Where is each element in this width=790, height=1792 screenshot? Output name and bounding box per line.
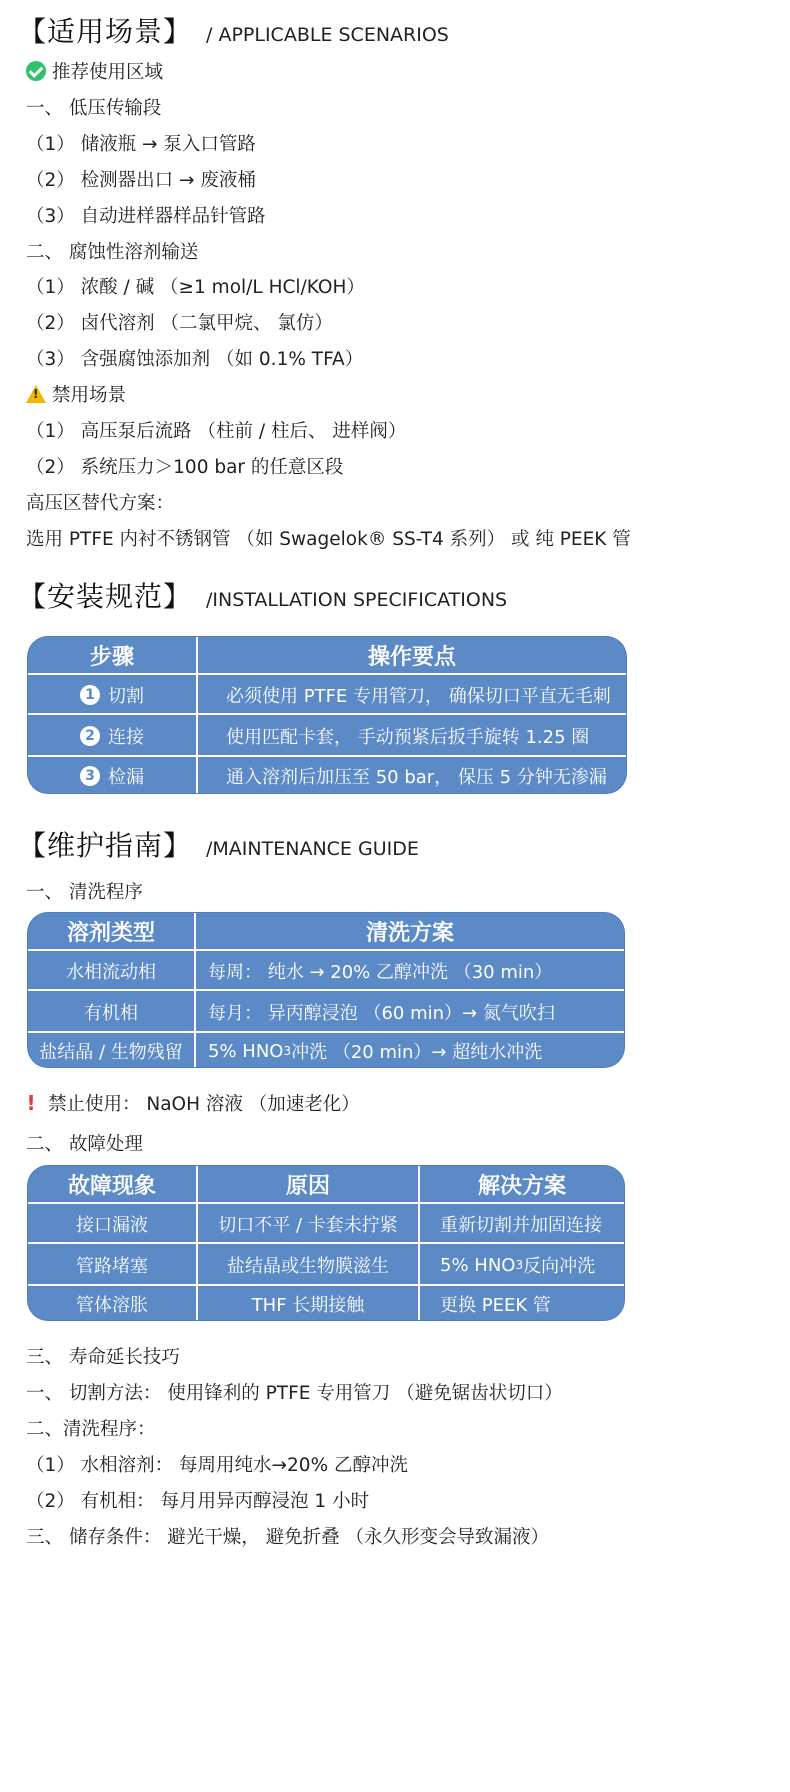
maintenance-title: 【维护指南】 xyxy=(18,829,193,862)
maintenance-section-heading xyxy=(18,824,419,864)
symptom-cell: 接口漏液 xyxy=(76,1215,148,1236)
tip-line: （1） 水相溶剂： 每周用纯水→20% 乙醇冲洗 xyxy=(26,1455,409,1476)
number-badge: 2 xyxy=(80,726,100,746)
fix-text-a: 5% HNO xyxy=(440,1254,516,1276)
symptom-cell: 管体溶胀 xyxy=(76,1295,148,1316)
solution-cell: 更换 PEEK 管 xyxy=(418,1286,624,1320)
header-point: 操作要点 xyxy=(196,637,626,673)
low-item-2: （2） 检测器出口 → 废液桶 xyxy=(26,170,256,191)
solution-cell xyxy=(418,1244,624,1286)
check-circle-icon xyxy=(26,61,46,81)
fault-row xyxy=(28,1242,624,1286)
exclamation-icon: ! xyxy=(26,1091,36,1115)
low-item-1: （1） 储液瓶 → 泵入口管路 xyxy=(26,134,256,155)
step-label: 检漏 xyxy=(108,767,144,788)
installation-row xyxy=(28,713,626,757)
point-cell: 必须使用 PTFE 专用管刀， 确保切口平直无毛刺 xyxy=(196,675,626,715)
forbidden-line xyxy=(26,381,126,407)
number-badge: 3 xyxy=(80,766,100,786)
applicable-title: 【适用场景】 xyxy=(18,15,193,48)
applicable-subtitle: / APPLICABLE SCENARIOS xyxy=(206,24,449,46)
number-badge: 1 xyxy=(80,685,100,705)
tips-heading: 三、 寿命延长技巧 xyxy=(26,1347,180,1368)
cleaning-row xyxy=(28,989,624,1033)
step-label: 切割 xyxy=(108,686,144,707)
cleaning-plan-cell xyxy=(194,1033,624,1067)
cause-cell: THF 长期接触 xyxy=(196,1286,418,1320)
installation-title: 【安装规范】 xyxy=(18,580,193,613)
corrosive-item-3: （3） 含强腐蚀添加剂 （如 0.1% TFA） xyxy=(26,349,364,370)
low-pressure-heading: 一、 低压传输段 xyxy=(26,98,162,119)
prohibit-text: 禁止使用： NaOH 溶液 （加速老化） xyxy=(48,1094,360,1115)
warning-icon xyxy=(26,385,46,403)
step-cell xyxy=(28,675,196,715)
cleaning-header-row xyxy=(28,913,624,949)
header-symptom: 故障现象 xyxy=(67,1173,156,1199)
plan-text-a: 5% HNO xyxy=(208,1040,284,1062)
installation-table xyxy=(28,637,626,793)
recommended-line xyxy=(26,58,163,84)
plan-subscript: 3 xyxy=(283,1044,292,1058)
fix-text-b: 反向冲洗 xyxy=(523,1256,596,1277)
fix-subscript: 3 xyxy=(515,1258,524,1272)
fault-row xyxy=(28,1202,624,1244)
installation-row xyxy=(28,755,626,793)
header-cause: 原因 xyxy=(196,1166,418,1202)
corrosive-heading: 二、 腐蚀性溶剂输送 xyxy=(26,242,199,263)
installation-row xyxy=(28,673,626,715)
tip-line: 三、 储存条件： 避光干燥， 避免折叠 （永久形变会导致漏液） xyxy=(26,1527,550,1548)
corrosive-item-1: （1） 浓酸 / 碱 （≥1 mol/L HCl/KOH） xyxy=(26,277,365,298)
tip-line: （2） 有机相： 每月用异丙醇浸泡 1 小时 xyxy=(26,1491,370,1512)
corrosive-item-2: （2） 卤代溶剂 （二氯甲烷、 氯仿） xyxy=(26,313,333,334)
cause-cell: 切口不平 / 卡套未拧紧 xyxy=(196,1204,418,1244)
alternative-label: 高压区替代方案： xyxy=(26,493,175,514)
solvent-type-cell: 盐结晶 / 生物残留 xyxy=(39,1042,183,1063)
step-cell xyxy=(28,715,196,757)
recommended-label: 推荐使用区域 xyxy=(52,62,164,83)
maintenance-subtitle: /MAINTENANCE GUIDE xyxy=(206,838,419,860)
header-solution: 解决方案 xyxy=(418,1166,624,1202)
prohibit-line xyxy=(26,1090,360,1116)
forbidden-item-1: （1） 高压泵后流路 （柱前 / 柱后、 进样阀） xyxy=(26,421,407,442)
forbidden-label: 禁用场景 xyxy=(52,385,127,406)
header-solvent-type: 溶剂类型 xyxy=(66,920,155,946)
symptom-cell: 管路堵塞 xyxy=(76,1256,148,1277)
alternative-text: 选用 PTFE 内衬不锈钢管 （如 Swagelok® SS-T4 系列） 或 纯 PEEK 管 xyxy=(26,529,631,550)
header-step: 步骤 xyxy=(89,644,134,670)
header-cleaning-plan: 清洗方案 xyxy=(194,913,624,949)
cleaning-row xyxy=(28,949,624,991)
cleaning-plan-cell: 每月： 异丙醇浸泡 （60 min）→ 氮气吹扫 xyxy=(194,991,624,1033)
fault-row xyxy=(28,1284,624,1320)
fault-table xyxy=(28,1166,624,1320)
solution-cell: 重新切割并加固连接 xyxy=(418,1204,624,1244)
cleaning-plan-cell: 每周： 纯水 → 20% 乙醇冲洗 （30 min） xyxy=(194,951,624,991)
point-cell: 使用匹配卡套， 手动预紧后扳手旋转 1.25 圈 xyxy=(196,715,626,757)
step-label: 连接 xyxy=(108,727,144,748)
fault-header-row xyxy=(28,1166,624,1202)
solvent-type-cell: 有机相 xyxy=(84,1003,138,1024)
step-cell xyxy=(28,757,196,793)
tip-line: 二、清洗程序： xyxy=(26,1419,156,1440)
installation-header-row xyxy=(28,637,626,673)
applicable-section-heading xyxy=(18,10,449,50)
cleaning-row xyxy=(28,1031,624,1067)
solvent-type-cell: 水相流动相 xyxy=(66,962,156,983)
tip-line: 一、 切割方法： 使用锋利的 PTFE 专用管刀 （避免锯齿状切口） xyxy=(26,1383,563,1404)
cause-cell: 盐结晶或生物膜滋生 xyxy=(196,1244,418,1286)
low-item-3: （3） 自动进样器样品针管路 xyxy=(26,206,266,227)
installation-section-heading xyxy=(18,575,507,615)
point-cell: 通入溶剂后加压至 50 bar， 保压 5 分钟无渗漏 xyxy=(196,757,626,793)
plan-text-b: 冲洗 （20 min）→ 超纯水冲洗 xyxy=(291,1042,543,1063)
cleaning-heading: 一、 清洗程序 xyxy=(26,882,143,903)
cleaning-table xyxy=(28,913,624,1067)
forbidden-item-2: （2） 系统压力＞100 bar 的任意区段 xyxy=(26,457,344,478)
installation-subtitle: /INSTALLATION SPECIFICATIONS xyxy=(206,589,508,611)
fault-heading: 二、 故障处理 xyxy=(26,1134,143,1155)
